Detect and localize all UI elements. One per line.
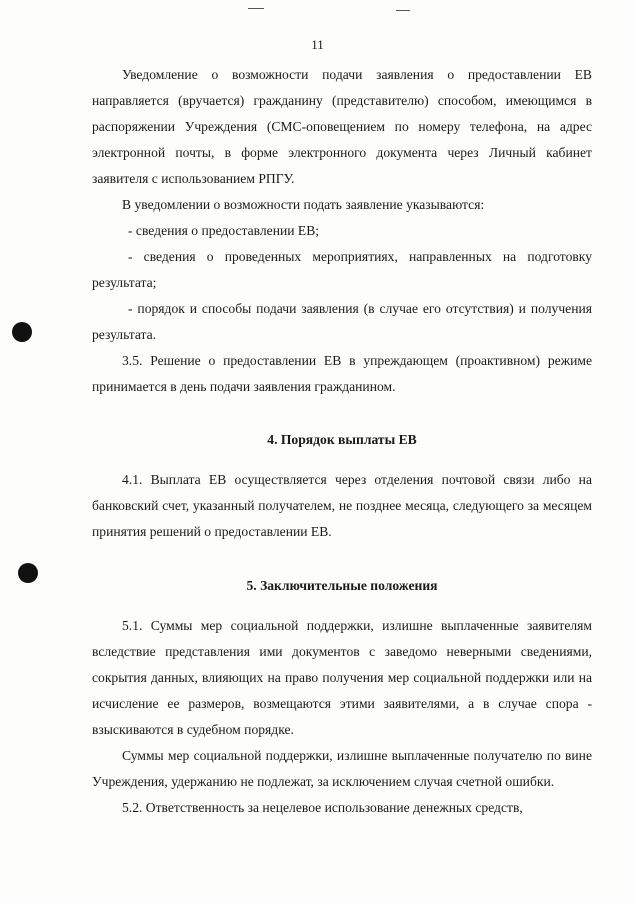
list-item: - порядок и способы подачи заявления (в случае его отсутствия) и получения результата. — [92, 301, 592, 342]
paragraph-3-5: 3.5. Решение о предоставлении ЕВ в упреждающем (проактивном) режиме принимается в день подачи заявления гражданином. — [92, 353, 592, 394]
paragraph-4-1: 4.1. Выплата ЕВ осуществляется через отделения почтовой связи либо на банковский счет, указанный получателем, не позднее месяца, следующего за месяцем принятия решений о предоставлении ЕВ. — [92, 472, 592, 539]
paragraph-notification-contents: В уведомлении о возможности подать заявление указываются: — [122, 197, 485, 212]
list-item: - сведения о проведенных мероприятиях, направленных на подготовку результата; — [92, 249, 592, 290]
page-number: 11 — [311, 37, 324, 52]
list-item: - сведения о предоставлении ЕВ; — [128, 223, 320, 238]
punch-hole — [18, 563, 38, 583]
paragraph-5-2: 5.2. Ответственность за нецелевое использование денежных средств, — [122, 800, 523, 815]
section-heading-5: 5. Заключительные положения — [246, 578, 438, 593]
punch-hole — [12, 322, 32, 342]
document-body — [92, 62, 592, 821]
paragraph-overpayment: Суммы мер социальной поддержки, излишне выплаченные получателю по вине Учреждения, удержанию не подлежат, за исключением случая счетной ошибки. — [92, 748, 592, 789]
section-heading-4: 4. Порядок выплаты ЕВ — [267, 432, 417, 447]
paragraph-5-1: 5.1. Суммы мер социальной поддержки, излишне выплаченные заявителям вследствие представления ими документов с заведомо неверными сведениями, сокрытия данных, влияющих на право получения мер социальной поддержки или на исчисление ее размеров, возмещаются этими заявителями, а в случае спора - взыскиваются в судебном порядке. — [92, 618, 592, 737]
scan-artifact — [396, 10, 410, 11]
paragraph-notification: Уведомление о возможности подачи заявления о предоставлении ЕВ направляется (вручается) гражданину (представителю) способом, имеющимся в распоряжении Учреждения (СМС-оповещением по номеру телефона, на адрес электронной почты, в форме электронного документа через Личный кабинет заявителя с использованием РПГУ. — [92, 67, 592, 186]
scan-artifact — [248, 8, 264, 9]
